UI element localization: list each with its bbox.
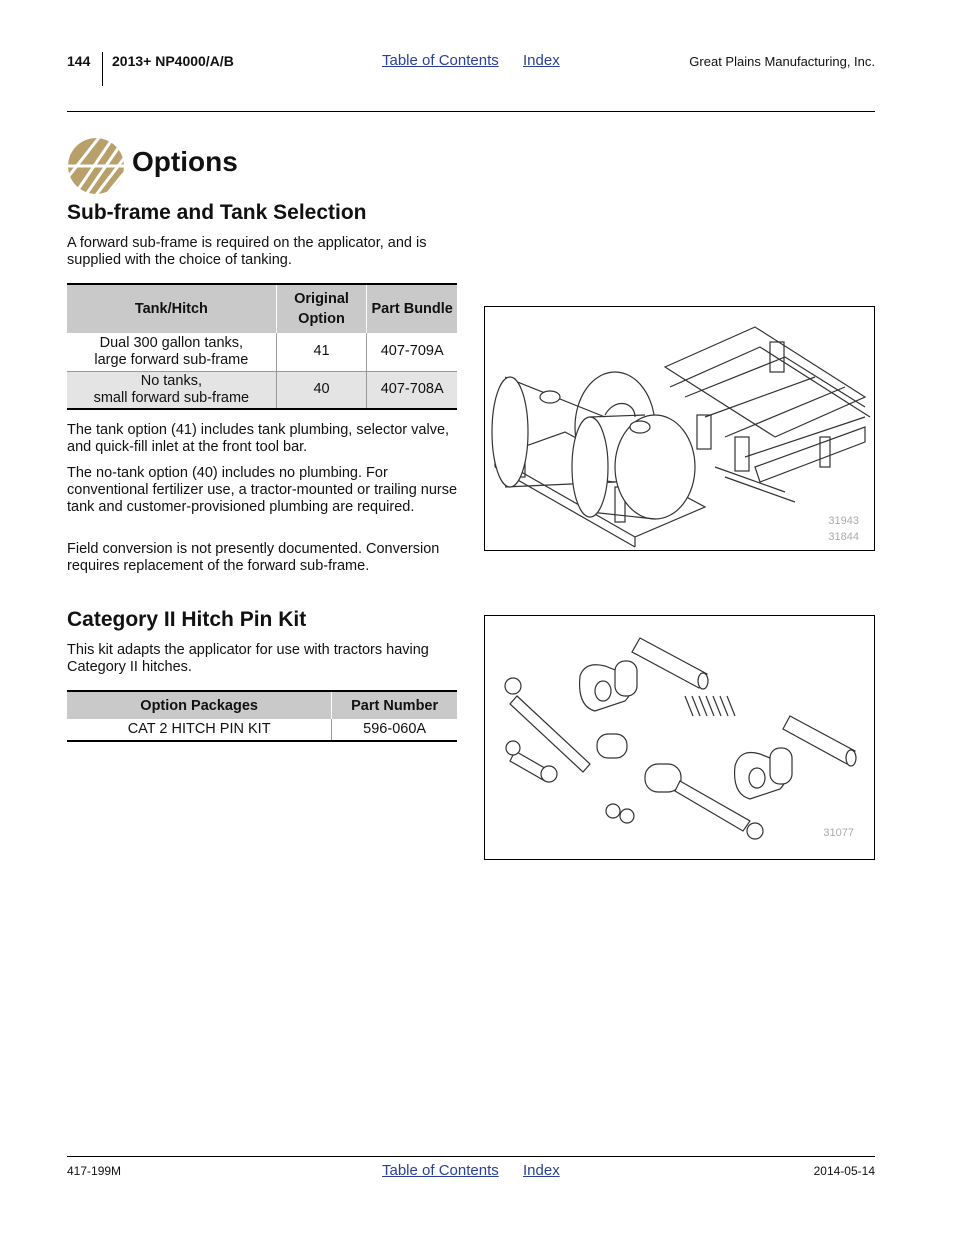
tank-option-paragraph: The tank option (41) includes tank plumbing, selector valve, and quick-fill inlet at the front tool bar. xyxy=(67,422,450,455)
header-toc-link[interactable]: Table of Contents xyxy=(382,52,499,69)
hitch-pin-kit-figure xyxy=(484,615,875,860)
footer-index-link[interactable]: Index xyxy=(523,1162,560,1179)
doc-number: 417-199M xyxy=(67,1164,122,1178)
page-number: 144 xyxy=(67,53,91,69)
row-option: 41 xyxy=(276,333,367,371)
table-row xyxy=(67,719,457,741)
tank-subframe-illustration xyxy=(485,307,874,550)
table-header-row xyxy=(67,691,457,719)
model-name: 2013+ NP4000/A/B xyxy=(112,53,234,69)
table-header-row xyxy=(67,284,457,333)
figure-number-31943: 31943 xyxy=(828,515,859,527)
col-header-part-bundle: Part Bundle xyxy=(367,284,457,333)
row-desc: No tanks, small forward sub-frame xyxy=(93,372,250,406)
row-bundle: 407-709A xyxy=(367,333,457,371)
header-rule xyxy=(67,111,875,112)
page-title: Options xyxy=(132,146,238,177)
col-header-option-packages: Option Packages xyxy=(67,691,332,719)
hitch-kit-intro: This kit adapts the applicator for use with tractors having Category II hitches. xyxy=(67,642,429,675)
footer-toc-link[interactable]: Table of Contents xyxy=(382,1162,499,1179)
col-header-tank-hitch: Tank/Hitch xyxy=(67,284,276,333)
row-package: CAT 2 HITCH PIN KIT xyxy=(127,721,271,737)
figure-number-31077: 31077 xyxy=(823,827,854,839)
section-heading-subframe: Sub-frame and Tank Selection xyxy=(67,201,367,224)
row-bundle: 407-708A xyxy=(367,371,457,409)
company-name: Great Plains Manufacturing, Inc. xyxy=(689,54,875,69)
header-index-link[interactable]: Index xyxy=(523,52,560,69)
row-part: 596-060A xyxy=(332,719,457,741)
no-tank-paragraph: The no-tank option (40) includes no plumbing. For conventional fertilizer use, a tractor-mounted or trailing nurse tank and customer-provisioned plumbing are required. xyxy=(67,465,458,515)
subframe-tank-figure xyxy=(484,306,875,551)
table-row xyxy=(67,371,457,409)
table-row xyxy=(67,333,457,371)
subframe-intro: A forward sub-frame is required on the applicator, and is supplied with the choice of tanking. xyxy=(67,235,427,268)
footer-rule xyxy=(67,1156,875,1157)
header-divider xyxy=(102,52,103,86)
col-header-part-number: Part Number xyxy=(332,691,457,719)
tank-hitch-table xyxy=(67,283,457,410)
hitch-pin-kit-illustration xyxy=(485,616,874,859)
row-desc: Dual 300 gallon tanks, large forward sub-frame xyxy=(94,334,249,368)
hitch-pin-table xyxy=(67,690,457,742)
figure-number-31844: 31844 xyxy=(828,531,859,543)
publication-date: 2014-05-14 xyxy=(813,1164,875,1178)
section-heading-hitch-pin-kit: Category II Hitch Pin Kit xyxy=(67,608,307,631)
row-option: 40 xyxy=(276,371,367,409)
field-conversion-paragraph: Field conversion is not presently documented. Conversion requires replacement of the forward sub-frame. xyxy=(67,541,440,574)
col-header-original-option: Original Option xyxy=(276,284,367,333)
great-plains-logo-icon xyxy=(67,137,125,195)
